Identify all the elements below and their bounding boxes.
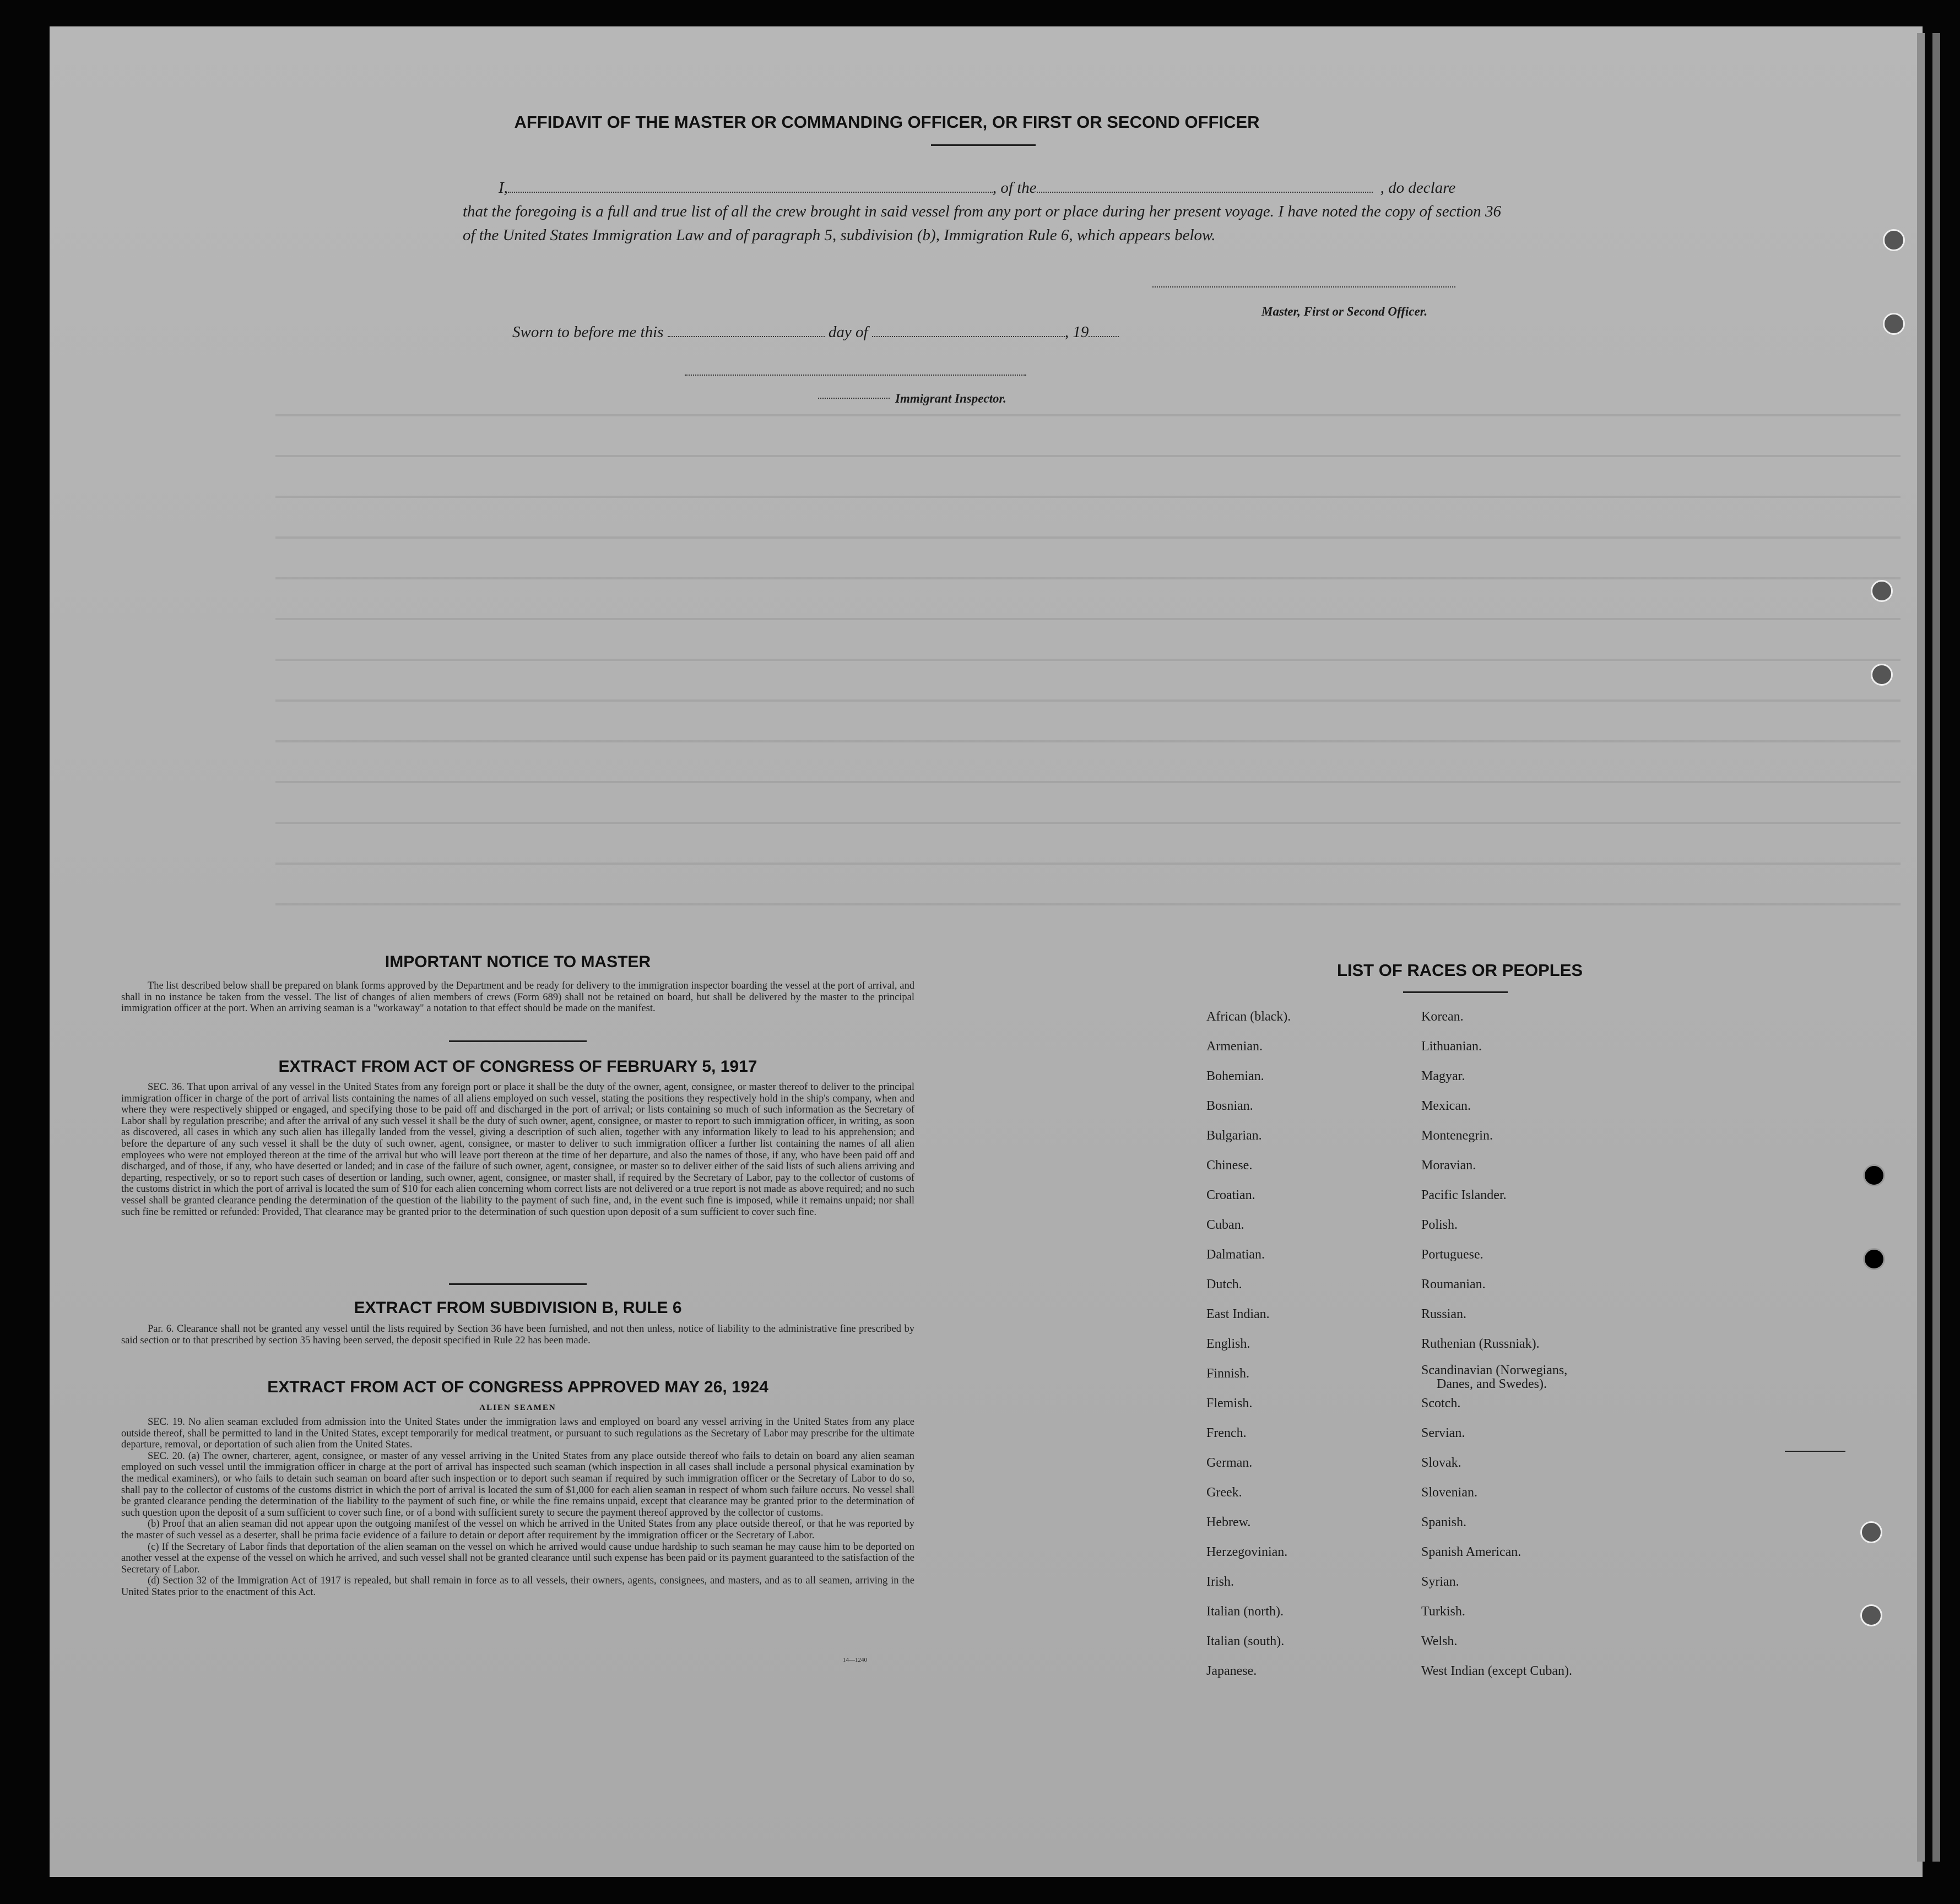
race-item: East Indian. (1206, 1307, 1270, 1321)
extract-1917-paragraph: SEC. 36. That upon arrival of any vessel in the United States from any foreign port or place it shall be the duty of the owner, agent, consignee, or master thereof to deliver to the principal immigration officer in charge of the port of arrival lists containing the names of all aliens employed on such vessel, stating the positions they respectively hold in the ship's company, when and where they were respectively shipped or engaged, and specifying those to be paid off and discharged in the port of arrival; or lists containing so much of such information as the Secretary of Labor shall by regulation prescribe; and after the arrival of any such vessel it shall be the duty of such owner, agent, consignee, or master to report to such immigration officer, in writing, as soon as discovered, all cases in which any such alien has illegally landed from the vessel, giving a description of such alien, together with any information likely to lead to his apprehension; and before the departure of any such vessel it shall be the duty of such owner, agent, consignee, or master to deliver to such immigration officer a further list containing the names of all alien employees who were not employed thereon at the time of the arrival but who will leave port thereon at the time of her departure, and also the names of those, if any, who have been paid off and discharged, and of those, if any, who have deserted or landed; and in case of the failure of such owner, agent, consignee, or master so to deliver either of the said lists of such aliens arriving and departing, respectively, or so to report such cases of desertion or landing, such owner, agent, consignee, or master shall, if required by the Secretary of Labor, pay to the collector of customs of the customs district in which the port of arrival is located the sum of $10 for each alien concerning whom correct lists are not delivered or a true report is not made as above required; and no such vessel shall be granted clearance pending the determination of the question of the liability to the payment of such fine, and, in the event such fine is imposed, while it remains unpaid; nor shall such fine be remitted or refunded: Provided, That clearance may be granted prior to the determination of such question upon deposit of a sum sufficient to cover such fine. (121, 1082, 914, 1218)
sec-19-paragraph: SEC. 19. No alien seaman excluded from admission into the United States under the immigration laws and employed on board any vessel arriving in the United States from any place outside thereof, shall be permitted to land in the United States, except temporarily for medical treatment, or pursuant to such regulations as the Secretary of Labor may prescribe for the ultimate departure, removal, or deportation of such alien from the United States. (121, 1417, 914, 1451)
race-item: German. (1206, 1456, 1253, 1470)
extract-1917-body (121, 1082, 914, 1218)
affidavit-i-label: I, (499, 179, 508, 197)
document-page (50, 26, 1923, 1877)
sworn-month-blank[interactable] (872, 336, 1065, 337)
race-item: Scandinavian (Norwegians, (1421, 1363, 1568, 1377)
year-blank[interactable] (1089, 336, 1119, 337)
page-edge-shadow-2 (1932, 33, 1940, 1862)
race-item: Scotch. (1421, 1396, 1461, 1411)
sec-20b-paragraph: (b) Proof that an alien seaman did not appear upon the outgoing manifest of the vessel on which he arrived in the United States from any place outside thereof, or that he was reported by the master of such vessel as a deserter, shall be prima facie evidence of a failure to detain or deport after requirement by the immigration officer or the Secretary of Labor. (121, 1518, 914, 1541)
binder-hole (1863, 1248, 1885, 1270)
sworn-day-blank[interactable] (668, 336, 825, 337)
race-item: Italian (south). (1206, 1634, 1285, 1648)
race-item: French. (1206, 1426, 1247, 1440)
notice-paragraph: The list described below shall be prepared on blank forms approved by the Department and be ready for delivery to the immigration inspector boarding the vessel at the port of arrival, and shall in no instance be taken from the vessel. The list of changes of alien members of crews (Form 689) shall not be retained on board, but shall be delivered by the master to the principal immigration officer at the port. When an arriving seaman is a "workaway" a notation to that effect should be made on the manifest. (121, 980, 914, 1015)
title-rule (931, 144, 1036, 146)
inspector-label: Immigrant Inspector. (895, 392, 1006, 405)
race-item: Finnish. (1206, 1366, 1250, 1381)
race-item: Dalmatian. (1206, 1247, 1265, 1262)
binder-hole (1863, 1164, 1885, 1186)
race-item: Ruthenian (Russniak). (1421, 1337, 1540, 1351)
notice-title: IMPORTANT NOTICE TO MASTER (385, 953, 651, 971)
extract-1917-title: EXTRACT FROM ACT OF CONGRESS OF FEBRUARY 5, 1917 (278, 1057, 757, 1076)
extract-rule6-paragraph: Par. 6. Clearance shall not be granted any vessel until the lists required by Section 36 have been furnished, and not then unless, notice of liability to the administrative fine prescribed by said section or to that prescribed by section 35 having been served, the deposit specified in Rule 22 has been made. (121, 1323, 914, 1346)
race-item: Mexican. (1421, 1099, 1471, 1113)
race-item: Pacific Islander. (1421, 1188, 1507, 1202)
sec-20a-paragraph: SEC. 20. (a) The owner, charterer, agent, consignee, or master of any vessel arriving in the United States from any place outside thereof who fails to detain on board any alien seaman employed on such vessel until the immigration officer in charge at the port of arrival has inspected such seaman (which inspection in all cases shall include a personal physical examination by the medical examiners), or who fails to detain such seaman on board after such inspection or to deport such seaman if required by such immigration officer or the Secretary of Labor to do so, shall pay to the collector of customs of the customs district in which the port of arrival is located the sum of $1,000 for each alien seaman in respect of whom such failure occurs. No vessel shall be granted clearance pending the determination of the liability to the payment of such fine, or while the fine remains unpaid, except that clearance may be granted prior to the determination of such question upon the deposit of a sum sufficient to cover such fine, or of a bond with sufficient surety to secure the payment thereof approved by the collector of customs. (121, 1450, 914, 1518)
inspector-signature-line[interactable] (685, 375, 1026, 376)
binder-hole (1871, 580, 1893, 602)
race-item: Montenegrin. (1421, 1129, 1493, 1143)
sworn-label: Sworn to before me this (512, 323, 664, 341)
race-item: Welsh. (1421, 1634, 1458, 1648)
sworn-line (512, 321, 1119, 344)
race-item: Chinese. (1206, 1158, 1253, 1173)
race-item: Turkish. (1421, 1604, 1465, 1619)
form-number: 14—1240 (843, 1657, 867, 1663)
vessel-blank[interactable] (1037, 192, 1373, 193)
binder-hole (1860, 1521, 1882, 1543)
page-edge-shadow (1917, 33, 1925, 1862)
binder-hole (1871, 664, 1893, 686)
race-item: Polish. (1421, 1218, 1458, 1232)
affidavit-line1 (499, 176, 1501, 200)
day-of-label: day of (828, 323, 868, 341)
alien-seamen-subtitle: ALIEN SEAMEN (479, 1403, 556, 1412)
race-item: Herzegovinian. (1206, 1545, 1288, 1559)
race-item: Slovak. (1421, 1456, 1461, 1470)
extract-rule6-body (121, 1323, 914, 1346)
race-item: Italian (north). (1206, 1604, 1284, 1619)
race-item: Hebrew. (1206, 1515, 1251, 1529)
master-signature-label: Master, First or Second Officer. (1261, 305, 1428, 318)
name-blank[interactable] (508, 192, 993, 193)
race-item: Russian. (1421, 1307, 1467, 1321)
race-item: Flemish. (1206, 1396, 1253, 1411)
extract-rule6-title: EXTRACT FROM SUBDIVISION B, RULE 6 (354, 1299, 682, 1317)
race-item: Armenian. (1206, 1039, 1263, 1054)
race-item: Bohemian. (1206, 1069, 1264, 1083)
race-item: Cuban. (1206, 1218, 1244, 1232)
pen-mark (1785, 1451, 1845, 1452)
sec-20c-paragraph: (c) If the Secretary of Labor finds that deportation of the alien seaman on the vessel on which he arrived would cause undue hardship to such seaman he may cause him to be deported on another vessel at the expense of the vessel on which he arrived, and such vessel shall not be granted clearance until such expense has been paid or its payment guaranteed to the satisfaction of the Secretary of Labor. (121, 1541, 914, 1575)
bleed-through-ghost (275, 386, 1901, 936)
race-item: Bulgarian. (1206, 1129, 1262, 1143)
race-item: Portuguese. (1421, 1247, 1483, 1262)
sec-20d-paragraph: (d) Section 32 of the Immigration Act of 1917 is repealed, but shall remain in force as to all vessels, their owners, agents, consignees, and masters, and as to all seamen, arriving in the United States prior to the enactment of this Act. (121, 1575, 914, 1598)
race-item: Syrian. (1421, 1575, 1459, 1589)
race-item: Japanese. (1206, 1664, 1257, 1678)
races-title: LIST OF RACES OR PEOPLES (1336, 961, 1583, 980)
affidavit-title: AFFIDAVIT OF THE MASTER OR COMMANDING OFFICER, OR FIRST OR SECOND OFFICER (514, 112, 1260, 132)
race-item: Magyar. (1421, 1069, 1465, 1083)
extract-1924-title: EXTRACT FROM ACT OF CONGRESS APPROVED MAY 26, 1924 (267, 1378, 768, 1396)
extract-1924-body (121, 1417, 914, 1598)
race-item: Korean. (1421, 1010, 1464, 1024)
race-item: African (black). (1206, 1010, 1291, 1024)
affidavit-body: that the foregoing is a full and true list of all the crew brought in said vessel from any port or place during her present voyage. I have noted the copy of section 36 of the United States Immigration Law and of paragraph 5, subdivision (b), Immigration Rule 6, which appears below. (463, 203, 1501, 244)
section-rule (449, 1040, 587, 1042)
notice-body (121, 980, 914, 1015)
binder-hole (1883, 313, 1905, 335)
race-item-continued: Danes, and Swedes). (1437, 1377, 1547, 1391)
race-item: Lithuanian. (1421, 1039, 1482, 1054)
race-item: Moravian. (1421, 1158, 1476, 1173)
race-item: Roumanian. (1421, 1277, 1486, 1292)
race-item: Irish. (1206, 1575, 1234, 1589)
inspector-short-line[interactable] (818, 398, 890, 399)
race-item: Bosnian. (1206, 1099, 1253, 1113)
race-item: Spanish American. (1421, 1545, 1522, 1559)
races-rule (1403, 991, 1508, 993)
year-label: , 19 (1064, 323, 1089, 341)
master-signature-line[interactable] (1152, 286, 1455, 288)
race-item: Slovenian. (1421, 1485, 1477, 1500)
race-item: Servian. (1421, 1426, 1465, 1440)
race-item: Dutch. (1206, 1277, 1242, 1292)
section-rule (449, 1283, 587, 1285)
do-declare-label: , do declare (1380, 179, 1456, 197)
of-the-label: , of the (992, 179, 1037, 197)
race-item: Spanish. (1421, 1515, 1467, 1529)
binder-hole (1883, 229, 1905, 251)
race-item: West Indian (except Cuban). (1421, 1664, 1572, 1678)
binder-hole (1860, 1604, 1882, 1626)
race-item: English. (1206, 1337, 1250, 1351)
race-item: Greek. (1206, 1485, 1242, 1500)
race-item: Croatian. (1206, 1188, 1255, 1202)
